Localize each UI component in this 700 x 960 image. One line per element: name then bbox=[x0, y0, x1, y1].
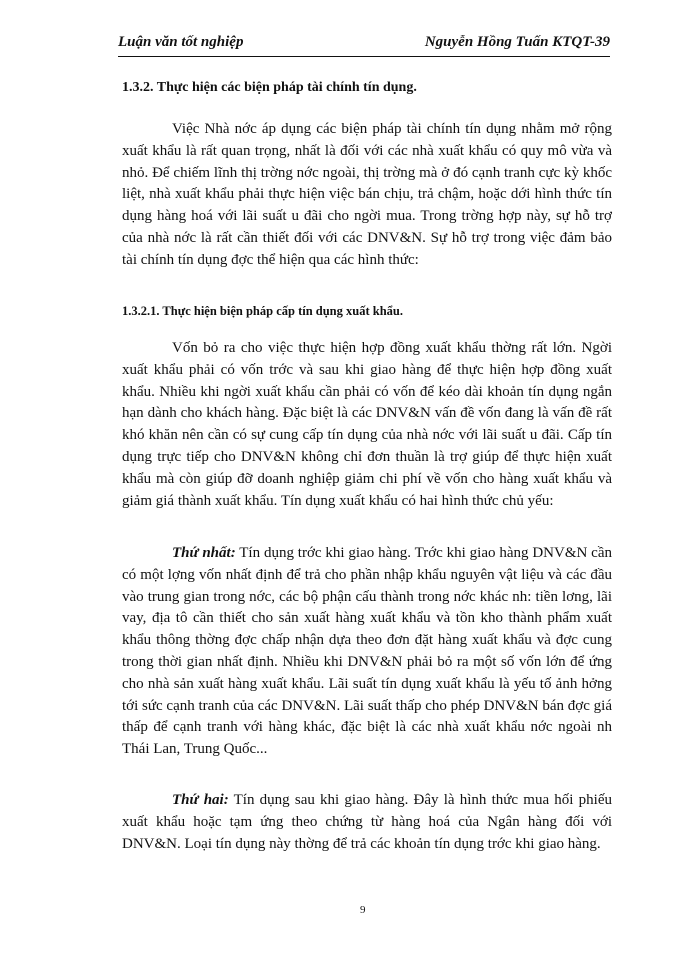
page-number: 9 bbox=[360, 904, 366, 916]
paragraph-first-form bbox=[122, 543, 612, 761]
paragraph-first-body: Tín dụng trớc khi giao hàng. Trớc khi giao hàng DNV&N cần có một lợng vốn nhất định để trả cho phần nhập khẩu nguyên vật liệu và các đầu vào trung gian trong nớc, các bộ phận cấu thành trong nớc khác nh: tiền lơng, lãi vay, địa tô cần thiết cho sản xuất hàng xuất khẩu và tồn kho thành phẩm xuất khẩu thông thờng đợc chấp nhận dựa theo đơn đặt hàng xuất khẩu và đợc cung trong thời gian nhất định. Nhiều khi DNV&N phải bỏ ra một số vốn lớn để ứng cho nhà sản xuất hàng xuất khẩu. Lãi suất tín dụng xuất khẩu là yếu tố ảnh hởng tới sức cạnh tranh của các DNV&N. Lãi suất thấp cho phép DNV&N bán đợc giá thấp để cạnh tranh với hàng khác, đặc biệt là các nhà xuất khẩu nớc ngoài nh Thái Lan, Trung Quốc... bbox=[122, 545, 612, 758]
header-author: Nguyễn Hồng Tuấn KTQT-39 bbox=[424, 34, 610, 50]
paragraph-export-credit: Vốn bỏ ra cho việc thực hiện hợp đồng xuất khẩu thờng rất lớn. Ngời xuất khẩu phải có vốn trớc và sau khi giao hàng để thực hiện hợp đồng xuất khẩu. Nhiều khi ngời xuất khẩu cần phải có vốn để kéo dài khoản tín dụng ngắn hạn dành cho khách hàng. Đặc biệt là các DNV&N vấn đề vốn đang là vấn đề rất khó khăn nên cần có sự cung cấp tín dụng của nhà nớc với lãi suất u đãi. Cấp tín dụng trực tiếp cho DNV&N không chỉ đơn thuần là trợ giúp để thực hiện xuất khẩu mà còn giúp đỡ doanh nghiệp giảm chi phí về vốn cho hàng xuất khẩu và giảm giá thành xuất khẩu. Tín dụng xuất khẩu có hai hình thức chủ yếu: bbox=[122, 340, 612, 509]
subsection-title: 1.3.2.1. Thực hiện biện pháp cấp tín dụng xuất khẩu. bbox=[122, 304, 403, 318]
paragraph-second-form bbox=[122, 790, 612, 855]
section-title: 1.3.2. Thực hiện các biện pháp tài chính tín dụng. bbox=[122, 80, 417, 95]
page-header bbox=[118, 34, 610, 56]
paragraph-first-lead: Thứ nhất: bbox=[172, 545, 236, 561]
header-divider bbox=[118, 56, 610, 57]
paragraph-second-lead: Thứ hai: bbox=[172, 792, 229, 808]
paragraph-second-body: Tín dụng sau khi giao hàng. Đây là hình thức mua hối phiếu xuất khẩu hoặc tạm ứng theo chứng từ hàng hoá của Ngân hàng đối với DNV&N. Loại tín dụng này thờng để trả các khoản tín dụng trớc khi giao hàng. bbox=[122, 792, 612, 852]
paragraph-intro: Việc Nhà nớc áp dụng các biện pháp tài chính tín dụng nhằm mở rộng xuất khẩu là rất quan trọng, nhất là đối với các nhà xuất khẩu có quy mô vừa và nhỏ. Để chiếm lĩnh thị trờng nớc ngoài, thị trờng mà ở đó cạnh tranh cực kỳ khốc liệt, nhà xuất khẩu phải thực hiện việc bán chịu, trả chậm, hoặc dới hình thức tín dụng hàng hoá với lãi suất u đãi cho ngời mua. Trong trờng hợp này, sự hỗ trợ của nhà nớc là rất cần thiết đối với các DNV&N. Sự hỗ trợ trong việc đảm bảo tài chính tín dụng đợc thể hiện qua các hình thức: bbox=[122, 121, 612, 268]
header-thesis-title: Luận văn tốt nghiệp bbox=[118, 34, 244, 50]
